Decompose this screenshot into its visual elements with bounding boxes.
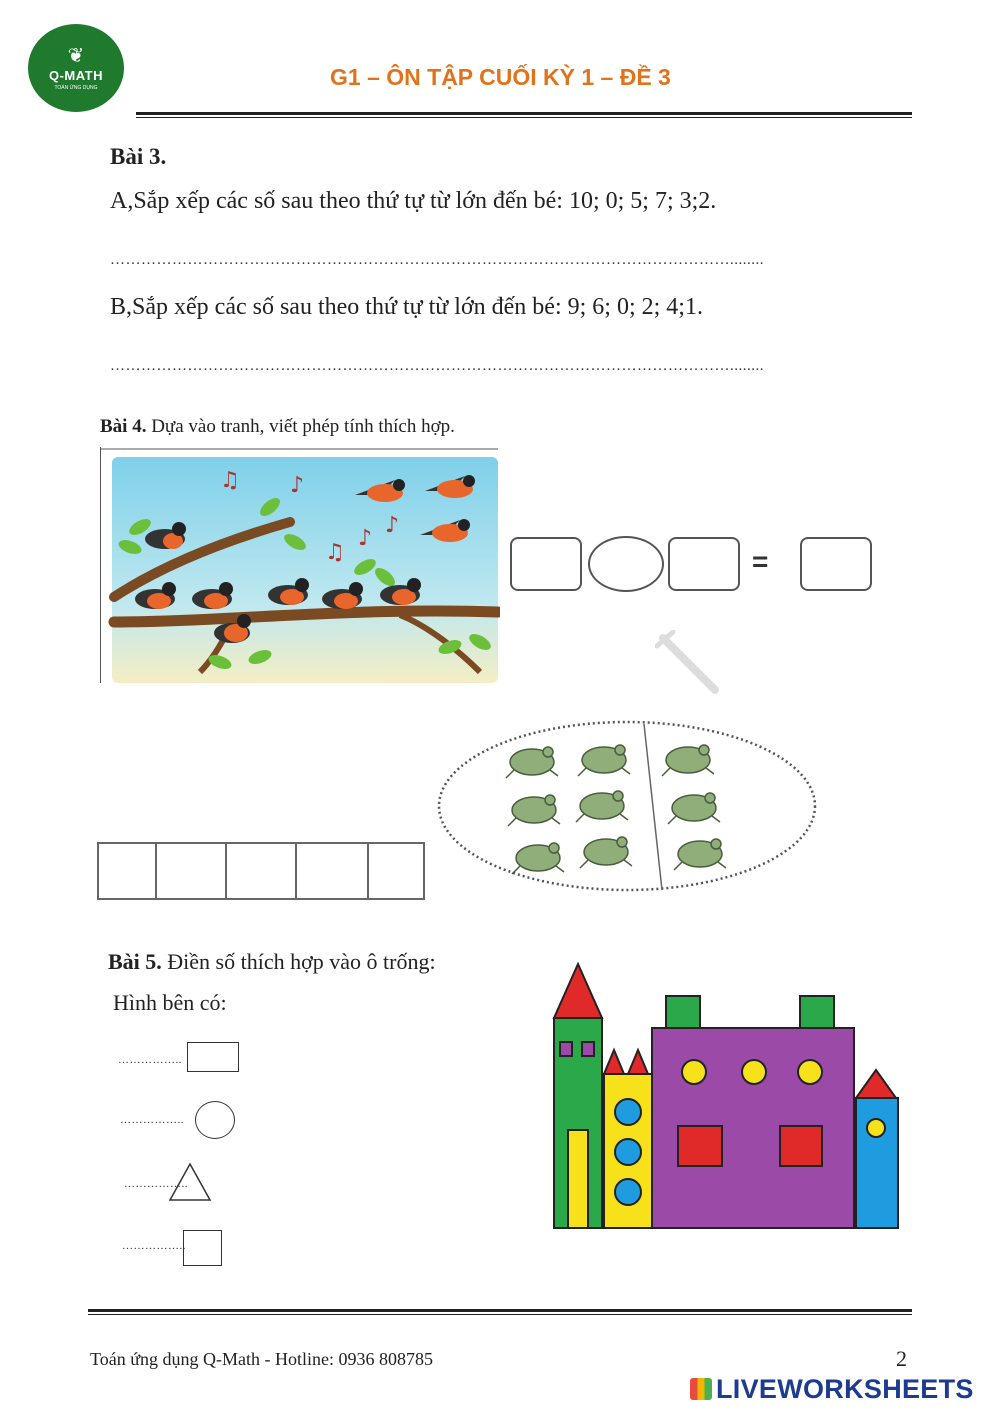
header-divider xyxy=(136,112,912,118)
liveworksheets-icon xyxy=(690,1378,712,1400)
bai5-subtitle: Hình bên có: xyxy=(113,990,227,1015)
equation-number-box-2[interactable] xyxy=(668,537,740,591)
castle-picture xyxy=(550,962,902,1230)
bai5-prompt xyxy=(108,949,436,975)
bai4-prompt xyxy=(100,416,455,438)
bai3-question-b: B,Sắp xếp các số sau theo thứ tự từ lớn đến bé: 9; 6; 0; 2; 4;1. xyxy=(110,294,703,320)
page-number: 2 xyxy=(896,1346,907,1371)
svg-text:♪: ♪ xyxy=(385,513,400,538)
logo-subtitle: TOÁN ỨNG DỤNG xyxy=(54,84,98,91)
bai5-heading: Bài 5. xyxy=(108,949,162,974)
bai4-instruction: Dựa vào tranh, viết phép tính thích hợp. xyxy=(151,416,455,437)
bai3-answer-b[interactable]: …………………………………………………………………………………………………………........ xyxy=(110,358,764,374)
equals-sign: = xyxy=(752,546,769,577)
bai3-answer-a[interactable]: …………………………………………………………………………………………………………........ xyxy=(110,252,764,268)
svg-text:♫: ♫ xyxy=(325,540,345,565)
frogs-picture xyxy=(434,718,820,894)
answer-cell-1[interactable] xyxy=(97,842,157,900)
svg-text:♪: ♪ xyxy=(358,526,373,551)
equation-result-box[interactable] xyxy=(800,537,872,591)
bai4-heading: Bài 4. xyxy=(100,416,147,437)
birds-picture xyxy=(100,447,500,683)
triangle-shape xyxy=(168,1162,212,1202)
answer-cell-3[interactable] xyxy=(225,842,297,900)
square-shape xyxy=(183,1230,222,1266)
rectangle-shape xyxy=(187,1042,239,1072)
answer-cell-5[interactable] xyxy=(367,842,425,900)
footer-divider xyxy=(88,1309,912,1315)
triangle-answer[interactable]: …………….. xyxy=(124,1178,188,1190)
svg-text:♫: ♫ xyxy=(220,468,240,493)
leaf-icon: ❦ xyxy=(67,44,85,67)
bai3-question-a: A,Sắp xếp các số sau theo thứ tự từ lớn đến bé: 10; 0; 5; 7; 3;2. xyxy=(110,188,717,214)
answer-cells xyxy=(97,842,425,900)
page-title: G1 – ÔN TẬP CUỐI KỲ 1 – ĐỀ 3 xyxy=(330,64,671,90)
qmath-logo xyxy=(28,24,124,112)
liveworksheets-watermark xyxy=(690,1374,974,1405)
watermark-text: LIVEWORKSHEETS xyxy=(716,1374,974,1404)
answer-cell-2[interactable] xyxy=(155,842,227,900)
answer-cell-4[interactable] xyxy=(295,842,369,900)
rectangle-answer[interactable]: …………….. xyxy=(118,1054,182,1066)
circle-answer[interactable]: …………….. xyxy=(120,1114,184,1126)
circle-shape xyxy=(195,1101,235,1139)
equation-number-box-1[interactable] xyxy=(510,537,582,591)
svg-text:♪: ♪ xyxy=(290,473,305,498)
footer-text: Toán ứng dụng Q-Math - Hotline: 0936 808785 xyxy=(90,1349,433,1369)
equation-operator-oval[interactable] xyxy=(588,536,664,592)
logo-name: Q-MATH xyxy=(48,67,104,83)
square-answer[interactable]: …………….. xyxy=(122,1240,186,1252)
faded-mark xyxy=(655,630,725,696)
bai3-heading: Bài 3. xyxy=(110,144,167,169)
bai5-instruction: Điền số thích hợp vào ô trống: xyxy=(167,949,436,974)
